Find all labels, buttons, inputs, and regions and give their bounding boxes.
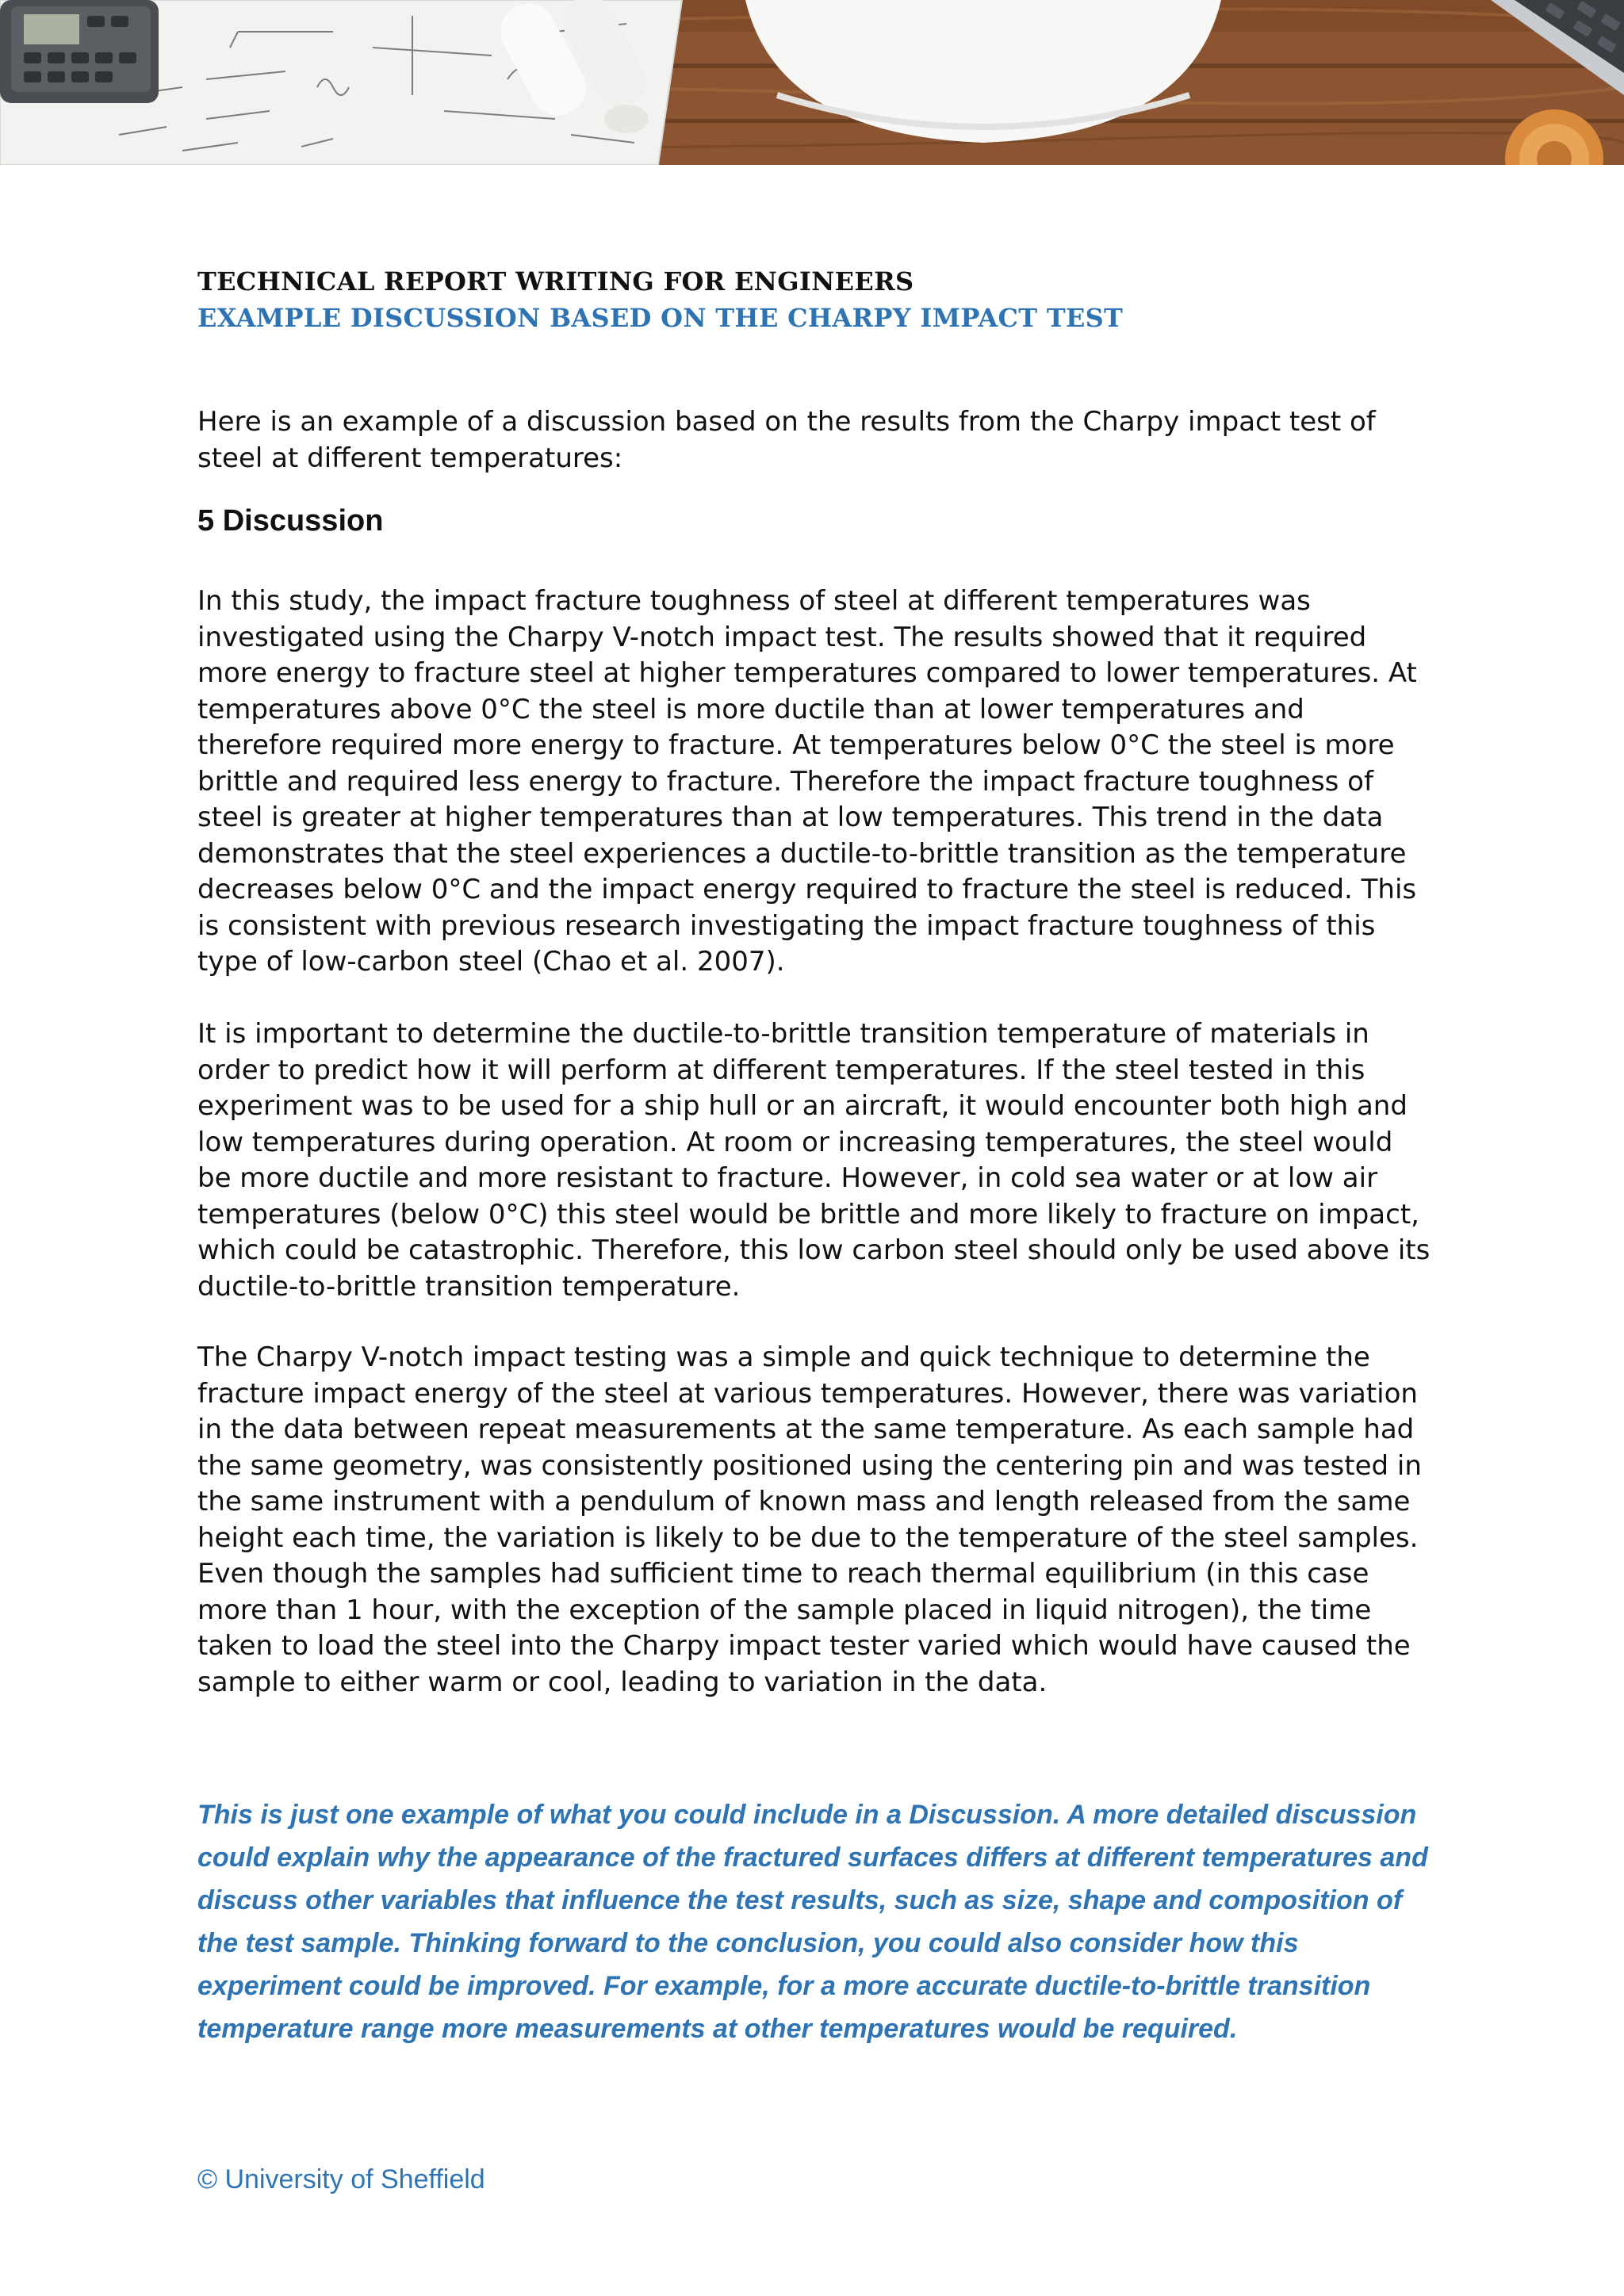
- copyright-footer: © University of Sheffield: [197, 2164, 485, 2195]
- desk-photo-illustration: [0, 0, 1624, 165]
- header-banner-image: [0, 0, 1624, 165]
- guidance-note: This is just one example of what you could include in a Discussion. A more detailed discussion could explain why the appearance of the fractured surfaces differs at different temperatures and discuss other variables that influence the test results, such as size, shape and composition of the test sample. Thinking forward to the conclusion, you could also consider how this experiment could be improved. For example, for a more accurate ductile-to-brittle transition temperature range more measurements at other temperatures would be required.: [197, 1800, 1428, 2044]
- discussion-paragraph-2: It is important to determine the ductile-to-brittle transition temperature of materials in order to predict how it will perform at different temperatures. If the steel tested in this experiment was to be used for a ship hull or an aircraft, it would encounter both high and low temperatures during operation. At room or increasing temperatures, the steel would be more ductile and more resistant to fracture. However, in cold sea water or at low air temperatures (below 0°C) this steel would be brittle and more likely to fracture on impact, which could be catastrophic. Therefore, this low carbon steel should only be used above its ductile-to-brittle transition temperature.: [197, 1018, 1431, 1303]
- report-title: TECHNICAL REPORT WRITING FOR ENGINEERS: [197, 266, 914, 297]
- section-heading: 5 Discussion: [197, 504, 384, 538]
- intro-paragraph: Here is an example of a discussion based on the results from the Charpy impact test of steel at different temperatures:: [197, 406, 1376, 474]
- discussion-paragraph-1: In this study, the impact fracture toughness of steel at different temperatures was investigated using the Charpy V-notch impact test. The results showed that it required more energy to fracture steel at higher temperatures compared to lower temperatures. At temperatures above 0°C the steel is more ductile than at lower temperatures and therefore required more energy to fracture. At temperatures below 0°C the steel is more brittle and required less energy to fracture. Therefore the impact fracture toughness of steel is greater at higher temperatures than at low temperatures. This trend in the data demonstrates that the steel experiences a ductile-to-brittle transition as the temperature decreases below 0°C and the impact energy required to fracture the steel is reduced. This is consistent with previous research investigating the impact fracture toughness of this type of low-carbon steel (Chao et al. 2007).: [197, 585, 1417, 978]
- discussion-paragraph-3: The Charpy V-notch impact testing was a simple and quick technique to determine the fracture impact energy of the steel at various temperatures. However, there was variation in the data between repeat measurements at the same temperature. As each sample had the same geometry, was consistently positioned using the centering pin and was tested in the same instrument with a pendulum of known mass and length released from the same height each time, the variation is likely to be due to the temperature of the steel samples. Even though the samples had sufficient time to reach thermal equilibrium (in this case more than 1 hour, with the exception of the sample placed in liquid nitrogen), the time taken to load the steel into the Charpy impact tester varied which would have caused the sample to either warm or cool, leading to variation in the data.: [197, 1341, 1422, 1698]
- report-subtitle: EXAMPLE DISCUSSION BASED ON THE CHARPY IMPACT TEST: [197, 303, 1124, 333]
